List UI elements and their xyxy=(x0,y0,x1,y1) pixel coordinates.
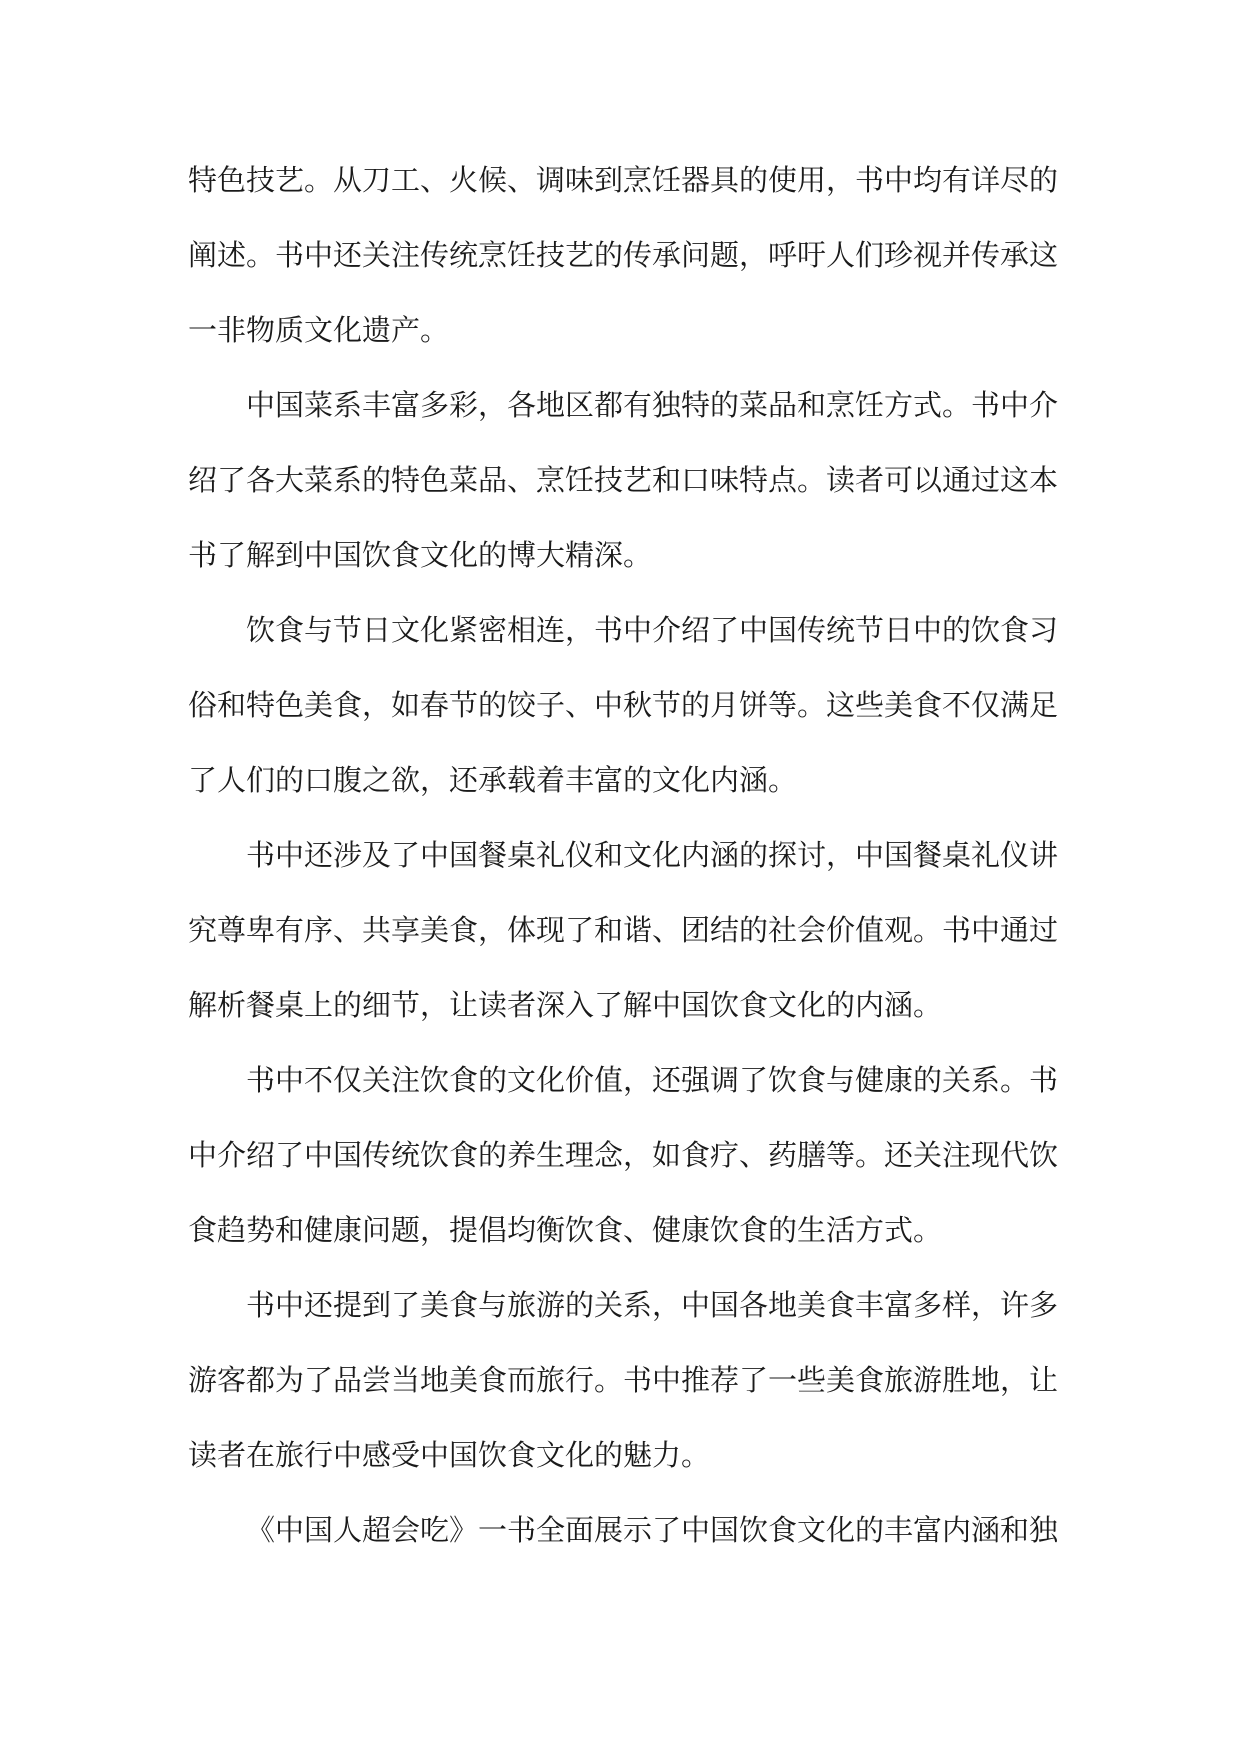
paragraph-travel: 书中还提到了美食与旅游的关系，中国各地美食丰富多样，许多游客都为了品尝当地美食而旅行。书中推荐了一些美食旅游胜地，让读者在旅行中感受中国饮食文化的魅力。 xyxy=(188,1288,1059,1472)
paragraph-festivals: 饮食与节日文化紧密相连，书中介绍了中国传统节日中的饮食习俗和特色美食，如春节的饺子、中秋节的月饼等。这些美食不仅满足了人们的口腹之欲，还承载着丰富的文化内涵。 xyxy=(188,613,1059,797)
paragraph-conclusion: 《中国人超会吃》一书全面展示了中国饮食文化的丰富内涵和独 xyxy=(246,1513,1059,1547)
paragraph-cuisines: 中国菜系丰富多彩，各地区都有独特的菜品和烹饪方式。书中介绍了各大菜系的特色菜品、烹饪技艺和口味特点。读者可以通过这本书了解到中国饮食文化的博大精深。 xyxy=(188,388,1059,572)
document-body xyxy=(188,143,1058,1568)
paragraph-health: 书中不仅关注饮食的文化价值，还强调了饮食与健康的关系。书中介绍了中国传统饮食的养生理念，如食疗、药膳等。还关注现代饮食趋势和健康问题，提倡均衡饮食、健康饮食的生活方式。 xyxy=(188,1063,1059,1247)
paragraph-continuation: 特色技艺。从刀工、火候、调味到烹饪器具的使用，书中均有详尽的阐述。书中还关注传统烹饪技艺的传承问题，呼吁人们珍视并传承这一非物质文化遗产。 xyxy=(188,163,1059,347)
paragraph-table-etiquette: 书中还涉及了中国餐桌礼仪和文化内涵的探讨，中国餐桌礼仪讲究尊卑有序、共享美食，体现了和谐、团结的社会价值观。书中通过解析餐桌上的细节，让读者深入了解中国饮食文化的内涵。 xyxy=(188,838,1059,1022)
